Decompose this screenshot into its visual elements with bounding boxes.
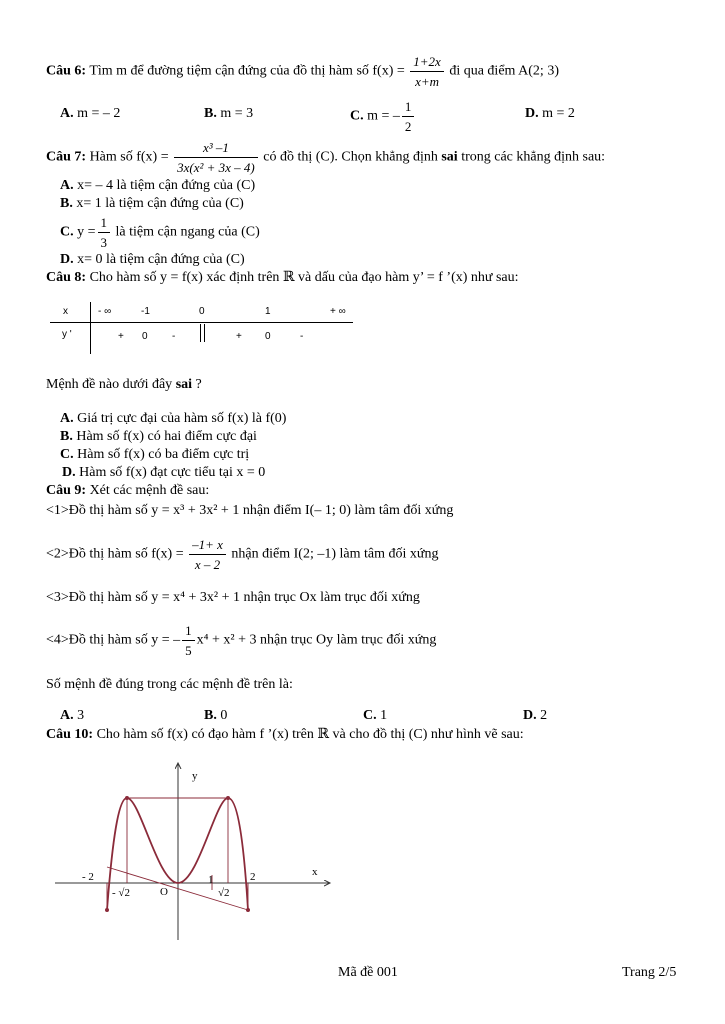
tick-minus-sqrt2: - √2 (112, 887, 130, 899)
q7-c-text: là tiệm cận ngang của (C) (115, 224, 260, 240)
q6-b-text: m = 3 (220, 106, 254, 121)
q7-c-label: C. (60, 224, 74, 240)
q8-x-neg-inf: - ∞ (98, 306, 112, 317)
q8-c-label: C. (60, 447, 74, 462)
q9-s4-fraction (182, 623, 195, 658)
q6-text2: đi qua điểm A(2; 3) (449, 63, 559, 79)
q6-frac-den: x+m (415, 74, 440, 89)
q8-b-label: B. (60, 429, 73, 444)
q9-d-text: 2 (540, 708, 548, 723)
q9-s2-num: –1+ x (189, 537, 226, 555)
q7-c-num: 1 (98, 215, 111, 233)
q9-line (46, 483, 209, 499)
q9-option-b (204, 708, 227, 724)
q8-question-text: Mệnh đề nào dưới đây (46, 377, 173, 392)
q8-text: Cho hàm số y = f(x) xác định trên ℝ và dấu của đạo hàm y’ = f ’(x) như sau: (89, 270, 519, 285)
q9-statement-2 (46, 537, 438, 572)
q7-line (46, 140, 605, 175)
q8-table-vline (90, 302, 91, 354)
q9-c-label: C. (363, 708, 377, 723)
q9-s4-pre: <4>Đồ thị hàm số y = – (46, 632, 181, 648)
q8-option-b (60, 429, 257, 445)
q8-sign-1: + (118, 331, 124, 342)
q8-bold-sai: sai (175, 377, 193, 392)
q8-c-text: Hàm số f(x) có ba điểm cực trị (77, 447, 250, 462)
q8-x-pos-inf: + ∞ (330, 306, 346, 317)
point-left-end (105, 908, 109, 912)
q9-statement-1: <1>Đồ thị hàm số y = x³ + 3x² + 1 nhận điểm I(– 1; 0) làm tâm đối xứng (46, 503, 454, 518)
q9-s4-den: 5 (185, 643, 192, 658)
q9-b-text: 0 (220, 708, 228, 723)
q6-b-label: B. (204, 106, 217, 121)
q9-statement-3: <3>Đồ thị hàm số y = x⁴ + 3x² + 1 nhận trục Ox làm trục đối xứng (46, 590, 420, 605)
q6-frac-num: 1+2x (410, 54, 444, 72)
footer-code: Mã đề 001 (338, 965, 398, 980)
tick-1: 1 (208, 874, 214, 886)
q8-x-0: 0 (199, 306, 205, 317)
q8-line (46, 270, 519, 286)
q7-option-d (60, 252, 245, 268)
q6-label: Câu 6: (46, 63, 87, 79)
q9-c-text: 1 (380, 708, 388, 723)
tick-2: 2 (250, 871, 256, 883)
q6-c-label: C. (350, 108, 364, 124)
q8-table-double-bar (200, 324, 205, 342)
q6-text1: Tìm m để đường tiệm cận đứng của đồ thị hàm số f(x) = (89, 63, 405, 79)
q7-b-label: B. (60, 196, 73, 211)
q9-s2-fraction (189, 537, 226, 572)
q6-option-d (525, 106, 575, 122)
q6-c-den: 2 (404, 119, 412, 134)
q6-d-text: m = 2 (542, 106, 575, 121)
label-x: x (312, 866, 318, 878)
q10-line (46, 727, 524, 743)
q6-c-text: m = – (367, 108, 400, 124)
q7-a-label: A. (60, 178, 74, 193)
q9-statement-4 (46, 623, 436, 658)
q8-sign-4: + (236, 331, 242, 342)
q8-a-label: A. (60, 411, 74, 426)
point-right-end (246, 908, 250, 912)
q6-a-label: A. (60, 106, 74, 121)
q8-option-d (62, 465, 265, 481)
q10-graph (40, 755, 340, 945)
q9-a-text: 3 (77, 708, 85, 723)
q6-option-c (350, 99, 416, 134)
q7-label: Câu 7: (46, 149, 87, 165)
q7-bold-sai: sai (441, 149, 458, 165)
q9-option-d (523, 708, 547, 724)
q6-option-a (60, 106, 120, 122)
q9-question: Số mệnh đề đúng trong các mệnh đề trên là: (46, 677, 293, 692)
q9-b-label: B. (204, 708, 217, 723)
q6-fraction (410, 54, 444, 89)
q6-line (46, 54, 559, 89)
q9-text: Xét các mệnh đề sau: (89, 483, 210, 498)
q8-sign-3: - (172, 331, 176, 342)
q8-option-a (60, 411, 286, 427)
q7-c-fraction (98, 215, 111, 250)
q7-text3: trong các khẳng định sau: (461, 149, 606, 165)
q7-text1: Hàm số f(x) = (89, 149, 169, 165)
q7-frac-num: x³ –1 (174, 140, 258, 158)
q6-d-label: D. (525, 106, 539, 121)
q9-option-c (363, 708, 387, 724)
q9-label: Câu 9: (46, 483, 87, 498)
q8-label: Câu 8: (46, 270, 87, 285)
q9-a-label: A. (60, 708, 74, 723)
tick-sqrt2: √2 (218, 887, 230, 899)
q7-frac-den: 3x(x² + 3x – 4) (177, 160, 255, 175)
q9-d-label: D. (523, 708, 537, 723)
q9-s2-post: nhận điểm I(2; –1) làm tâm đối xứng (231, 546, 439, 562)
q6-c-fraction (402, 99, 415, 134)
q6-c-num: 1 (402, 99, 415, 117)
q9-s2-den: x – 2 (194, 557, 221, 572)
q7-d-label: D. (60, 252, 74, 267)
q9-option-a (60, 708, 84, 724)
q8-b-text: Hàm số f(x) có hai điểm cực đại (76, 429, 257, 444)
q8-question (46, 377, 202, 393)
q7-text2: có đồ thị (C). Chọn khẳng định (263, 149, 438, 165)
q7-c-pre: y = (77, 224, 96, 240)
point-left-max (125, 796, 129, 800)
q6-a-text: m = – 2 (77, 106, 121, 121)
q10-text: Cho hàm số f(x) có đạo hàm f ’(x) trên ℝ và cho đồ thị (C) như hình vẽ sau: (96, 727, 524, 742)
q8-a-text: Giá trị cực đại của hàm số f(x) là f(0) (77, 411, 287, 426)
q10-label: Câu 10: (46, 727, 94, 742)
q8-d-label: D. (62, 465, 76, 480)
q8-sign-5: 0 (265, 331, 271, 342)
q7-fraction (174, 140, 258, 175)
q8-sign-2: 0 (142, 331, 148, 342)
q8-option-c (60, 447, 249, 463)
point-right-max (226, 796, 230, 800)
q8-table-hline (50, 322, 353, 323)
q8-row2-head: y ' (62, 329, 72, 340)
q7-option-c (60, 215, 260, 250)
footer-page: Trang 2/5 (622, 965, 677, 980)
q7-d-text: x= 0 là tiệm cận đứng của (C) (77, 252, 245, 267)
q9-s4-num: 1 (182, 623, 195, 641)
q8-sign-table (50, 300, 355, 356)
q8-row1-head: x (63, 306, 68, 317)
q7-option-a (60, 178, 255, 194)
label-y: y (192, 770, 198, 782)
q6-option-b (204, 106, 253, 122)
label-origin: O (160, 886, 168, 898)
q7-b-text: x= 1 là tiệm cận đứng của (C) (76, 196, 244, 211)
q8-sign-6: - (300, 331, 304, 342)
q8-d-text: Hàm số f(x) đạt cực tiểu tại x = 0 (79, 465, 266, 480)
q7-c-den: 3 (100, 235, 108, 250)
q7-option-b (60, 196, 244, 212)
tick-minus-2: - 2 (82, 871, 94, 883)
q8-x-minus1: -1 (141, 306, 150, 317)
q8-x-1: 1 (265, 306, 271, 317)
q8-question-end: ? (195, 377, 202, 392)
q9-s4-post: x⁴ + x² + 3 nhận trục Oy làm trục đối xứng (196, 632, 437, 648)
q7-a-text: x= – 4 là tiệm cận đứng của (C) (77, 178, 256, 193)
q9-s2-pre: <2>Đồ thị hàm số f(x) = (46, 546, 184, 562)
